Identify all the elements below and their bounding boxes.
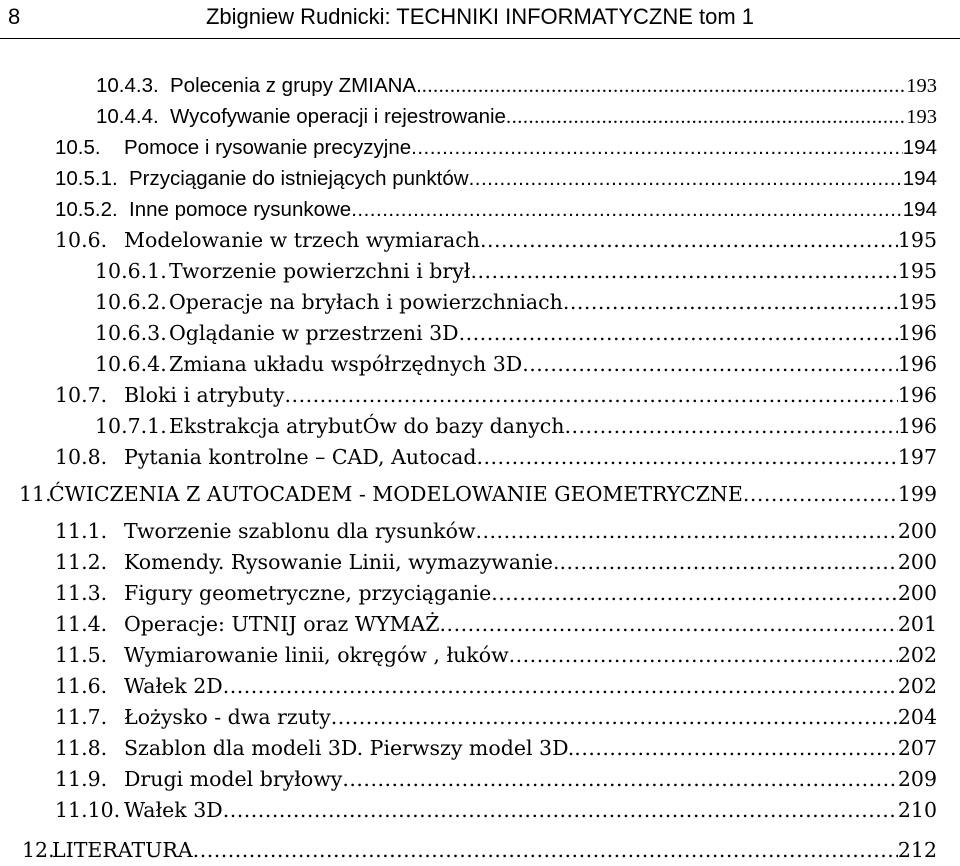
toc-entry bbox=[0, 132, 960, 163]
toc-entry bbox=[0, 609, 960, 640]
toc-entry-number: 11.8. bbox=[55, 736, 108, 760]
toc-entry-number: 10.6.2. bbox=[95, 290, 167, 314]
toc-entry-number: 10.5.1. bbox=[55, 167, 118, 190]
toc-entry-title: Pomoce i rysowanie precyzyjne bbox=[124, 136, 412, 159]
toc-entry-number: 11.5. bbox=[55, 643, 108, 667]
toc-entry-page: 200 bbox=[897, 550, 937, 574]
toc-entry bbox=[0, 702, 960, 733]
toc-dot-leader bbox=[331, 702, 898, 733]
toc-entry-page: 195 bbox=[897, 228, 937, 252]
toc-entry-title: Wałek 2D bbox=[124, 674, 223, 698]
toc-dot-leader bbox=[223, 795, 898, 826]
toc-entry bbox=[0, 442, 960, 473]
toc-entry-title: Zmiana układu współrzędnych 3D bbox=[169, 352, 523, 376]
toc-entry-page: 196 bbox=[897, 352, 937, 376]
toc-entry-number: 10.6. bbox=[55, 228, 108, 252]
toc-entry-page: 210 bbox=[897, 798, 937, 822]
toc-dot-leader bbox=[477, 442, 898, 473]
toc-dot-leader bbox=[559, 547, 897, 578]
toc-entry-number: 11.9. bbox=[55, 767, 108, 791]
toc-entry-title: Oglądanie w przestrzeni 3D bbox=[169, 321, 459, 345]
toc-entry-number: 11.2. bbox=[55, 550, 108, 574]
toc-entry-title: Operacje na bryłach i powierzchniach bbox=[169, 290, 563, 314]
toc-entry-number: 11.1. bbox=[55, 519, 108, 543]
toc-entry-page: 209 bbox=[897, 767, 937, 791]
toc-entry-title: Przyciąganie do istniejących punktów bbox=[129, 167, 469, 190]
toc-entry bbox=[0, 318, 960, 349]
toc-entry-title: Tworzenie szablonu dla rysunków bbox=[124, 519, 476, 543]
toc-entry-number: 10.5.2. bbox=[55, 198, 118, 221]
toc-entry-title: Inne pomoce rysunkowe bbox=[129, 198, 352, 221]
toc-entry-number: 10.4.3. bbox=[96, 74, 159, 97]
toc-dot-leader bbox=[563, 287, 898, 318]
toc-entry-page: 199 bbox=[897, 482, 937, 506]
toc-entry-page: 196 bbox=[897, 321, 937, 345]
toc-entry bbox=[0, 70, 960, 101]
toc-entry-title: Wycofywanie operacji i rejestrowanie bbox=[170, 105, 506, 128]
toc-entry-page: 194 bbox=[902, 198, 937, 221]
running-title: Zbigniew Rudnicki: TECHNIKI INFORMATYCZNE tom 1 bbox=[205, 4, 755, 29]
toc-entry-title: Modelowanie w trzech wymiarach bbox=[124, 228, 480, 252]
toc-dot-leader bbox=[506, 102, 906, 133]
toc-dot-leader bbox=[440, 609, 898, 640]
toc-dot-leader bbox=[459, 318, 898, 349]
toc-entry bbox=[0, 578, 960, 609]
toc-entry-page: 202 bbox=[897, 674, 937, 698]
toc-entry-title: Łożysko - dwa rzuty bbox=[124, 705, 331, 729]
toc-entry bbox=[0, 349, 960, 380]
toc-dot-leader bbox=[574, 733, 898, 764]
toc-entry-title: Szablon dla modeli 3D. Pierwszy model 3D. bbox=[124, 736, 575, 760]
toc-entry-number: 10.6.1. bbox=[95, 259, 167, 283]
toc-entry-page: 200 bbox=[897, 581, 937, 605]
toc-entry bbox=[0, 795, 960, 826]
toc-dot-leader bbox=[522, 349, 898, 380]
toc-entry-page: 201 bbox=[897, 612, 937, 636]
toc-entry bbox=[0, 411, 960, 442]
toc-entry-number: 10.5. bbox=[55, 136, 101, 159]
toc-dot-leader bbox=[422, 71, 906, 102]
toc-entry bbox=[0, 733, 960, 764]
toc-dot-leader bbox=[469, 163, 903, 194]
toc-entry bbox=[0, 225, 960, 256]
toc-entry-number: 10.4.4. bbox=[96, 105, 159, 128]
toc-entry-number: 10.6.4. bbox=[95, 352, 167, 376]
page-number: 8 bbox=[8, 4, 21, 29]
toc-dot-leader bbox=[480, 225, 898, 256]
toc-chapter bbox=[0, 479, 960, 510]
toc-entry-number: 11.6. bbox=[55, 674, 108, 698]
toc-entry-title: Ekstrakcja atrybutÓw do bazy danych bbox=[169, 414, 565, 438]
toc-entry-page: 200 bbox=[897, 519, 937, 543]
toc-entry-title: Wałek 3D bbox=[124, 798, 223, 822]
toc-entry-page: 195 bbox=[897, 259, 937, 283]
toc-entry bbox=[0, 640, 960, 671]
toc-chapter bbox=[0, 835, 960, 866]
toc-entry-page: 212 bbox=[897, 838, 937, 862]
toc-dot-leader bbox=[193, 835, 898, 866]
toc-entry-page: 197 bbox=[897, 445, 937, 469]
toc-entry-page: 202 bbox=[897, 643, 937, 667]
toc-dot-leader bbox=[351, 194, 903, 225]
toc-dot-leader bbox=[470, 256, 897, 287]
toc-entry-page: 194 bbox=[902, 167, 937, 190]
toc-entry bbox=[0, 163, 960, 194]
table-of-contents bbox=[0, 70, 960, 866]
toc-entry bbox=[0, 287, 960, 318]
toc-entry bbox=[0, 547, 960, 578]
toc-entry-page: 196 bbox=[897, 414, 937, 438]
toc-entry-number: 10.6.3. bbox=[95, 321, 167, 345]
toc-entry-number: 11. bbox=[19, 482, 52, 506]
toc-entry-number: 10.7. bbox=[55, 383, 108, 407]
toc-entry-title: Operacje: UTNIJ oraz WYMAŻ bbox=[124, 612, 440, 636]
toc-entry bbox=[0, 256, 960, 287]
toc-dot-leader bbox=[509, 640, 898, 671]
toc-entry-page: 193 bbox=[906, 75, 937, 97]
toc-dot-leader bbox=[411, 132, 903, 163]
toc-entry-title: Pytania kontrolne – CAD, Autocad bbox=[124, 445, 477, 469]
toc-dot-leader bbox=[223, 671, 898, 702]
toc-entry-number: 10.8. bbox=[55, 445, 108, 469]
toc-entry-title: Tworzenie powierzchni i brył bbox=[169, 259, 471, 283]
header-rule bbox=[0, 38, 960, 39]
toc-entry-title: ĆWICZENIA Z AUTOCADEM - MODELOWANIE GEOMETRYCZNE bbox=[49, 482, 743, 506]
toc-entry-number: 10.7.1. bbox=[95, 414, 167, 438]
toc-entry bbox=[0, 671, 960, 702]
toc-entry bbox=[0, 380, 960, 411]
toc-entry-title: Figury geometryczne, przyciąganie bbox=[124, 581, 492, 605]
page-header bbox=[0, 0, 960, 40]
toc-entry-title: LITERATURA bbox=[52, 838, 193, 862]
toc-dot-leader bbox=[491, 578, 898, 609]
toc-entry-number: 11.4. bbox=[55, 612, 108, 636]
toc-entry-number: 11.10. bbox=[55, 798, 121, 822]
toc-entry-number: 11.3. bbox=[55, 581, 108, 605]
toc-entry-title: Drugi model bryłowy bbox=[124, 767, 343, 791]
toc-entry bbox=[0, 764, 960, 795]
toc-entry-title: Polecenia z grupy ZMIANA. bbox=[170, 74, 422, 97]
toc-dot-leader bbox=[743, 479, 898, 510]
toc-entry-page: 207 bbox=[897, 736, 937, 760]
toc-entry-title: Komendy. Rysowanie Linii, wymazywanie. bbox=[124, 550, 560, 574]
toc-entry-number: 12. bbox=[22, 838, 55, 862]
toc-entry-page: 204 bbox=[897, 705, 937, 729]
toc-entry-page: 193 bbox=[906, 106, 937, 128]
toc-dot-leader bbox=[285, 380, 898, 411]
toc-entry-title: Wymiarowanie linii, okręgów , łuków bbox=[124, 643, 509, 667]
toc-entry-number: 11.7. bbox=[55, 705, 108, 729]
toc-entry-title: Bloki i atrybuty bbox=[124, 383, 285, 407]
toc-entry bbox=[0, 194, 960, 225]
toc-dot-leader bbox=[342, 764, 897, 795]
toc-dot-leader bbox=[476, 516, 898, 547]
toc-dot-leader bbox=[564, 411, 897, 442]
toc-entry-page: 195 bbox=[897, 290, 937, 314]
toc-entry-page: 196 bbox=[897, 383, 937, 407]
toc-entry-page: 194 bbox=[902, 136, 937, 159]
toc-entry bbox=[0, 101, 960, 132]
toc-entry bbox=[0, 516, 960, 547]
